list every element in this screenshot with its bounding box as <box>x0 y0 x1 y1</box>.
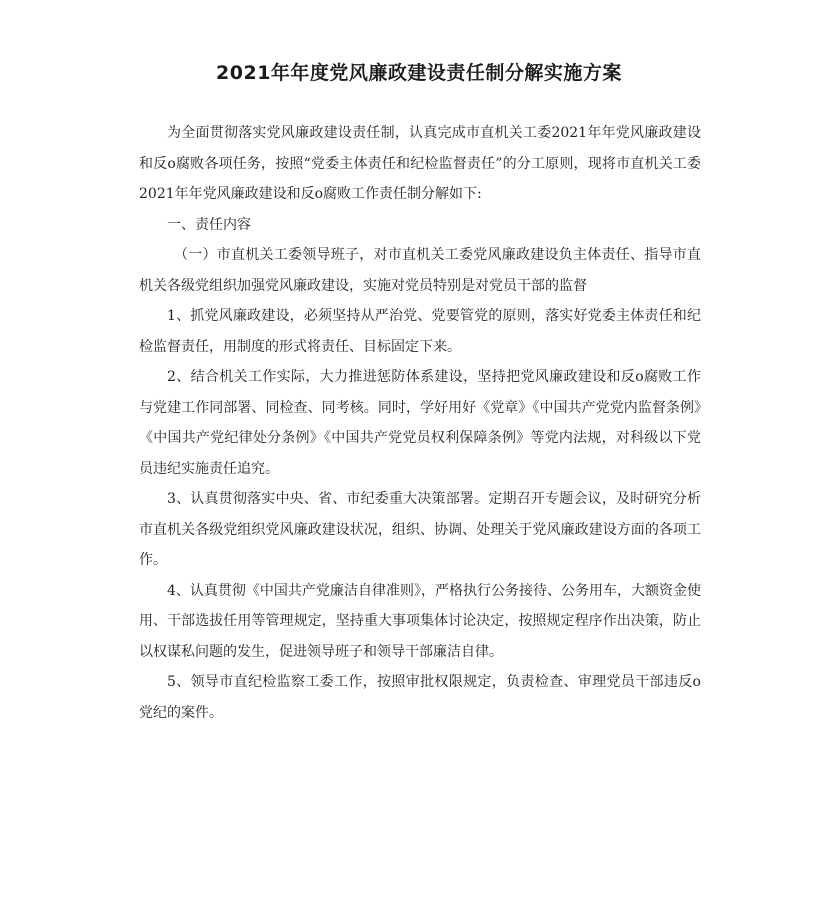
subsection-paragraph: （一）市直机关工委领导班子，对市直机关工委党风廉政建设负主体责任、指导市直机关各级党组织加强党风廉政建设，实施对党员特别是对党员干部的监督 <box>139 247 701 294</box>
item-paragraph-1: 1、抓党风廉政建设，必须坚持从严治党、党要管党的原则，落实好党委主体责任和纪检监督责任，用制度的形式将责任、目标固定下来。 <box>139 308 701 355</box>
item-paragraph-2: 2、结合机关工作实际，大力推进惩防体系建设，坚持把党风廉政建设和反o腐败工作与党建工作同部署、同检查、同考核。同时，学好用好《党章》《中国共产党党内监督条例》《中国共产党纪律处分条例》《中国共产党党员权利保障条例》等党内法规，对科级以下党员违纪实施责任追究。 <box>139 369 701 477</box>
document-title: 2021年年度党风廉政建设责任制分解实施方案 <box>216 62 622 84</box>
item-paragraph-3: 3、认真贯彻落实中央、省、市纪委重大决策部署。定期召开专题会议，及时研究分析市直机关各级党组织党风廉政建设状况，组织、协调、处理关于党风廉政建设方面的各项工作。 <box>139 491 701 568</box>
intro-paragraph: 为全面贯彻落实党风廉政建设责任制，认真完成市直机关工委2021年年党风廉政建设和反o腐败各项任务，按照“党委主体责任和纪检监督责任”的分工原则，现将市直机关工委2021年年党风廉政建设和反o腐败工作责任制分解如下: <box>139 125 701 202</box>
section-heading: 一、责任内容 <box>167 216 251 233</box>
document-body <box>139 118 701 728</box>
item-paragraph-5: 5、领导市直纪检监察工委工作，按照审批权限规定，负责检查、审理党员干部违反o党纪的案件。 <box>139 674 701 721</box>
item-paragraph-4: 4、认真贯彻《中国共产党廉洁自律准则》，严格执行公务接待、公务用车，大额资金使用、干部选拔任用等管理规定，坚持重大事项集体讨论决定，按照规定程序作出决策，防止以权谋私问题的发生，促进领导班子和领导干部廉洁自律。 <box>139 582 701 660</box>
